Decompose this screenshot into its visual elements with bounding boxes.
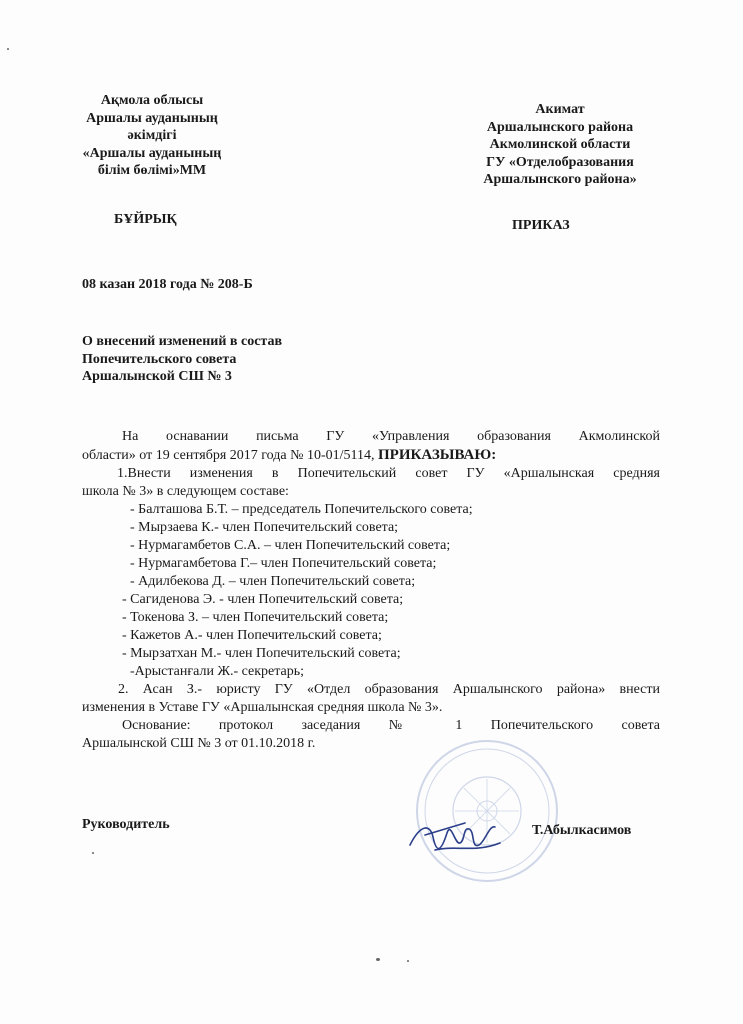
header-ru <box>455 101 665 189</box>
scan-speck <box>92 852 94 854</box>
item1-line: 1.Внести изменения в Попечительский совет ГУ «Аршалынская средняя <box>117 466 660 481</box>
member-item: - Кажетов А.- член Попечительский совета; <box>122 628 382 643</box>
subject-line: Попечительского совета <box>82 351 237 367</box>
order-command: ПРИКАЗЫВАЮ: <box>377 447 497 463</box>
signatory-position: Руководитель <box>82 817 170 832</box>
member-item: - Мырзатхан М.- член Попечительский совета; <box>122 646 401 661</box>
order-subject <box>82 333 282 386</box>
member-item: -Арыстанғали Ж.- секретарь; <box>130 664 305 679</box>
header-kz-line: Аршалы ауданының <box>86 110 218 126</box>
member-item: - Нурмагамбетова Г.– член Попечительский совета; <box>130 556 437 571</box>
basis-text: области» от 19 сентября 2017 года № 10-01/5114, <box>82 448 378 463</box>
signature-icon <box>405 815 525 860</box>
header-kz-line: «Аршалы ауданының <box>82 145 222 161</box>
basis-line: На оснавании письма ГУ «Управления образования Акмолинской <box>122 429 660 444</box>
member-item: - Мырзаева К.- член Попечительский совета; <box>130 520 399 535</box>
grounds-line: Основание: протокол заседания № 1 Попечительского совета <box>122 718 660 733</box>
member-item: - Токенова З. – член Попечительский совета; <box>122 610 389 625</box>
item1-line: школа № 3» в следующем составе: <box>82 484 289 499</box>
member-item: - Адилбекова Д. – член Попечительский совета; <box>130 574 416 589</box>
basis-line <box>82 446 660 465</box>
header-ru-line: Аршалынского района» <box>483 172 637 187</box>
header-kz-line: білім бөлімі»ММ <box>97 163 207 178</box>
header-kz-line: Ақмола облысы <box>100 93 204 108</box>
header-kz <box>62 92 242 180</box>
header-ru-line: ГУ «Отделобразования <box>486 154 634 170</box>
subject-line: О внесений изменений в состав <box>82 334 283 349</box>
member-item: - Нурмагамбетов С.А. – член Попечительский совета; <box>130 538 451 553</box>
scan-speck <box>7 48 9 50</box>
header-kz-line: әкімдігі <box>127 128 177 143</box>
item2-line: изменения в Уставе ГУ «Аршалынская средняя школа № 3». <box>82 700 443 715</box>
signatory-name: Т.Абылкасимов <box>532 823 632 838</box>
header-ru-line: Акмолинской области <box>489 137 631 152</box>
member-item: - Сагиденова Э. - член Попечительский совета; <box>122 592 404 607</box>
subject-line: Аршалынской СШ № 3 <box>82 369 232 384</box>
order-body <box>82 428 660 753</box>
official-stamp-icon <box>412 736 562 886</box>
order-date-number: 08 казан 2018 года № 208-Б <box>82 277 253 292</box>
item2-line: 2. Асан З.- юристу ГУ «Отдел образования Аршалынского района» внести <box>118 682 660 697</box>
member-item: - Балташова Б.Т. – председатель Попечительского совета; <box>130 502 473 517</box>
order-word-kz: БҰЙРЫҚ <box>114 212 177 227</box>
header-ru-line: Аршалынского района <box>486 119 634 135</box>
order-word-ru: ПРИКАЗ <box>512 218 570 233</box>
grounds-line: Аршалынской СШ № 3 от 01.10.2018 г. <box>82 736 316 751</box>
scan-speck <box>407 960 409 962</box>
header-ru-line: Акимат <box>535 102 585 117</box>
scan-speck <box>376 958 380 961</box>
